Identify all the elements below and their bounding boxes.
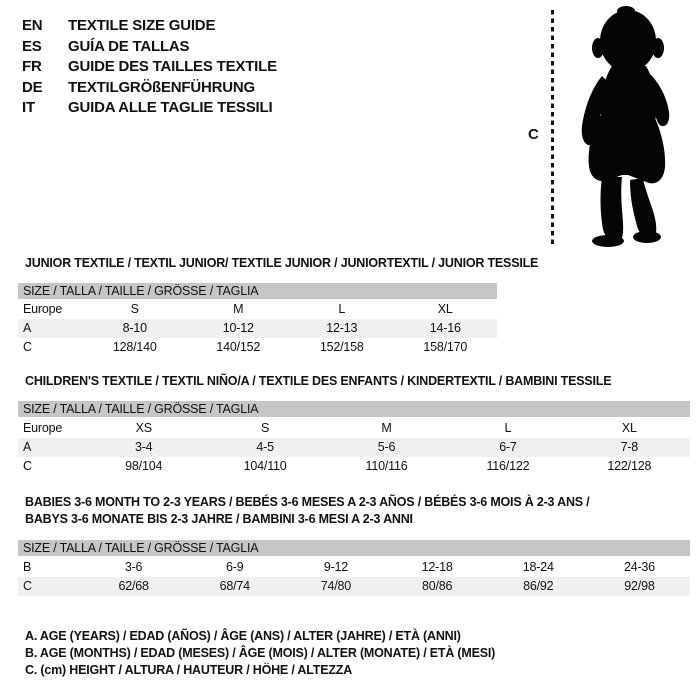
height-label-c: C <box>528 126 539 143</box>
table-title-line: CHILDREN'S TEXTILE / TEXTIL NIÑO/A / TEXTILE DES ENFANTS / KINDERTEXTIL / BAMBINI TESSILE <box>25 374 612 388</box>
row-label: C <box>23 459 32 473</box>
row-label: Europe <box>23 421 63 435</box>
table-cell: 92/98 <box>624 579 655 593</box>
language-code: EN <box>22 17 43 34</box>
table-cell: 7-8 <box>620 440 639 454</box>
row-label: C <box>23 340 32 354</box>
table-row <box>18 419 690 438</box>
table-cell: L <box>504 421 512 435</box>
table-cell: XL <box>621 421 637 435</box>
table-cell: 12-13 <box>326 321 358 335</box>
table-cell: 3-4 <box>134 440 153 454</box>
row-label: A <box>23 440 32 454</box>
table-title <box>25 255 538 272</box>
language-row <box>22 78 277 99</box>
language-title: TEXTILE SIZE GUIDE <box>68 17 216 34</box>
table-cell: 62/68 <box>118 579 149 593</box>
table-cell: 86/92 <box>523 579 554 593</box>
height-measure-line <box>551 10 554 247</box>
table-title <box>25 494 589 528</box>
table-title-line: BABIES 3-6 MONTH TO 2-3 YEARS / BEBÉS 3-6 MESES A 2-3 AÑOS / BÉBÉS 3-6 MOIS À 2-3 ANS / <box>25 495 590 509</box>
table-cell: 68/74 <box>219 579 250 593</box>
table-row <box>18 300 497 319</box>
table-cell: 104/110 <box>243 459 287 473</box>
row-label: Europe <box>23 302 63 316</box>
table-size-header: SIZE / TALLA / TAILLE / GRÖSSE / TAGLIA <box>18 401 690 417</box>
table-rows <box>18 558 690 596</box>
table-cell: 24-36 <box>623 560 655 574</box>
table-cell: 140/152 <box>216 340 261 354</box>
table-cell: 110/116 <box>365 459 408 473</box>
table-row <box>18 338 497 357</box>
language-row <box>22 98 277 119</box>
language-title: GUÍA DE TALLAS <box>68 37 190 55</box>
table-row <box>18 438 690 457</box>
table-cell: 6-9 <box>226 560 244 574</box>
language-code: IT <box>22 99 35 116</box>
table-cell: 5-6 <box>377 440 396 454</box>
table-cell: 18-24 <box>522 560 554 574</box>
table-cell: 116/122 <box>486 459 530 473</box>
table-cell: 3-6 <box>124 560 143 574</box>
table-title-line: JUNIOR TEXTILE / TEXTIL JUNIOR/ TEXTILE JUNIOR / JUNIORTEXTIL / JUNIOR TESSILE <box>25 256 539 270</box>
table-cell: 12-18 <box>421 560 453 574</box>
footnote-line: A. AGE (YEARS) / EDAD (AÑOS) / ÂGE (ANS) / ALTER (JAHRE) / ETÀ (ANNI) <box>25 629 461 643</box>
footnotes <box>25 628 495 678</box>
table-cell: 8-10 <box>122 321 147 335</box>
table-cell: XS <box>135 421 152 435</box>
language-code: ES <box>22 37 42 55</box>
table-rows <box>18 300 497 357</box>
table-size-header: SIZE / TALLA / TAILLE / GRÖSSE / TAGLIA <box>18 540 690 556</box>
language-code: DE <box>22 78 43 96</box>
language-code: FR <box>22 58 42 75</box>
language-row <box>22 16 277 37</box>
table-cell: 9-12 <box>323 560 349 574</box>
table-cell: S <box>130 302 139 316</box>
table-title-line: BABYS 3-6 MONATE BIS 2-3 JAHRE / BAMBINI 3-6 MESI A 2-3 ANNI <box>25 512 413 526</box>
table-title <box>25 373 611 390</box>
language-list <box>22 16 277 119</box>
row-label: B <box>23 560 32 574</box>
table-cell: M <box>381 421 392 435</box>
table-cell: 10-12 <box>222 321 254 335</box>
language-title: GUIDE DES TAILLES TEXTILE <box>68 58 277 75</box>
language-row <box>22 37 277 58</box>
table-row <box>18 457 690 476</box>
table-cell: S <box>261 421 270 435</box>
table-row <box>18 558 690 577</box>
table-cell: M <box>233 302 244 316</box>
table-size-header: SIZE / TALLA / TAILLE / GRÖSSE / TAGLIA <box>18 283 497 299</box>
table-row <box>18 319 497 338</box>
table-cell: 158/170 <box>423 340 468 354</box>
table-cell: L <box>338 302 346 316</box>
table-row <box>18 577 690 596</box>
table-cell: 80/86 <box>421 579 453 593</box>
table-cell: XL <box>437 302 453 316</box>
table-cell: 128/140 <box>112 340 157 354</box>
table-cell: 74/80 <box>320 579 352 593</box>
baby-silhouette-image <box>556 4 698 248</box>
row-label: C <box>23 579 32 593</box>
footnote-line: B. AGE (MONTHS) / EDAD (MESES) / ÂGE (MOIS) / ALTER (MONATE) / ETÀ (MESI) <box>25 645 496 660</box>
table-cell: 152/158 <box>319 340 364 354</box>
table-rows <box>18 419 690 476</box>
table-cell: 14-16 <box>429 321 461 335</box>
language-title: GUIDA ALLE TAGLIE TESSILI <box>68 99 273 116</box>
language-row <box>22 57 277 78</box>
footnote-line: C. (cm) HEIGHT / ALTURA / HAUTEUR / HÖHE / ALTEZZA <box>25 662 353 677</box>
table-cell: 98/104 <box>125 459 163 473</box>
row-label: A <box>23 321 32 335</box>
language-title: TEXTILGRÖßENFÜHRUNG <box>68 78 256 96</box>
table-cell: 122/128 <box>607 459 652 473</box>
table-cell: 6-7 <box>499 440 517 454</box>
table-cell: 4-5 <box>256 440 274 454</box>
